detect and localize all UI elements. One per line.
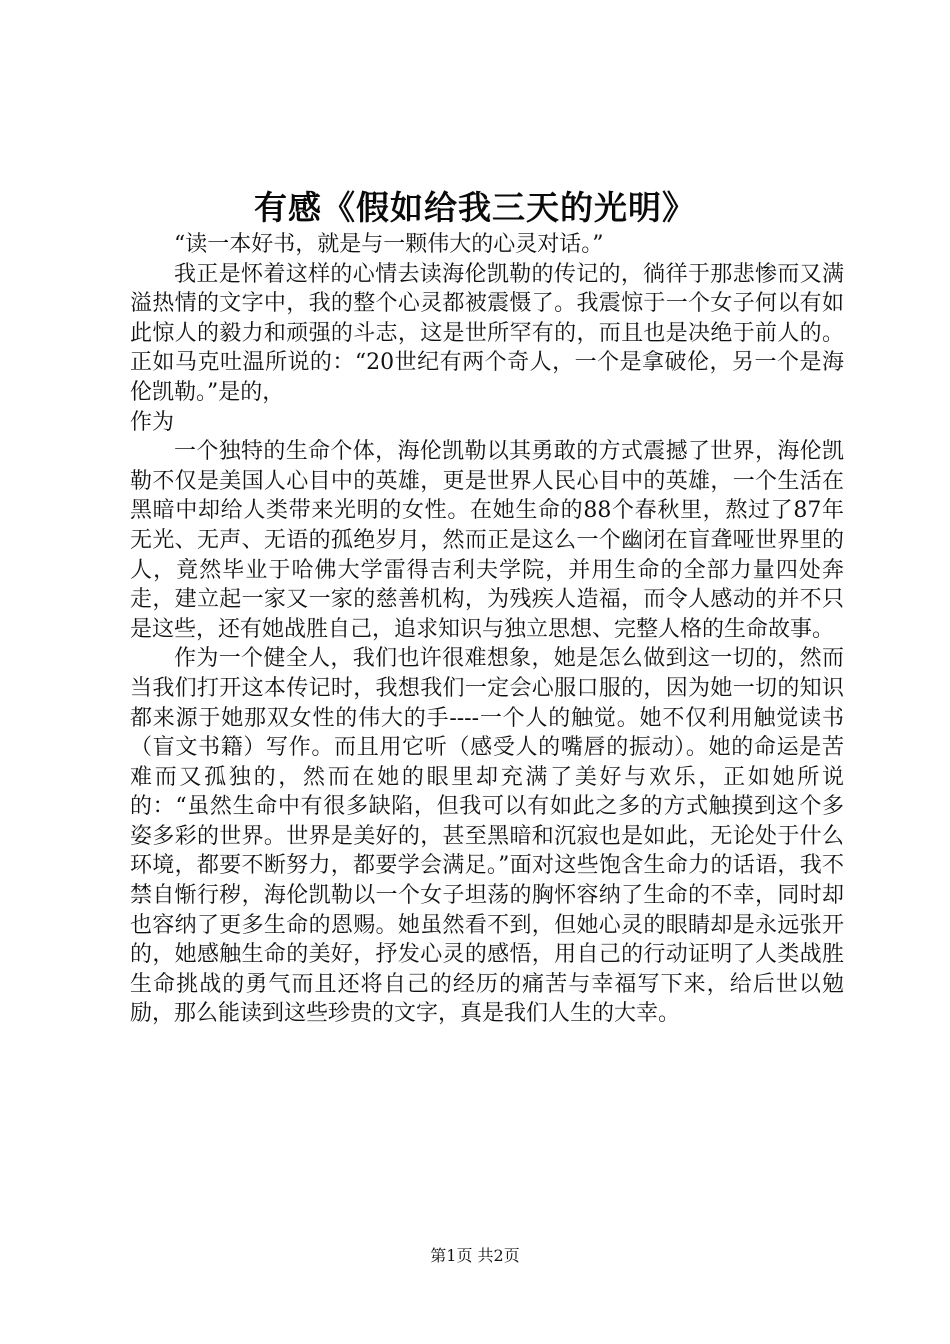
paragraph-reflection: 作为一个健全人，我们也许很难想象，她是怎么做到这一切的，然而当我们打开这本传记时，我想我们一定会心服口服的，因为她一切的知识都来源于她那双女性的伟大的手----一个人的触觉。她不仅利用触觉读书（盲文书籍）写作。而且用它听（感受人的嘴唇的振动）。她的命运是苦难而又孤独的，然而在她的眼里却充满了美好与欢乐，正如她所说的：“虽然生命中有很多缺陷，但我可以有如此之多的方式触摸到这个多姿多彩的世界。世界是美好的，甚至黑暗和沉寂也是如此，无论处于什么环境，都要不断努力，都要学会满足。”面对这些饱含生命力的话语，我不禁自惭行秽，海伦凯勒以一个女子坦荡的胸怀容纳了生命的不幸，同时却也容纳了更多生命的恩赐。她虽然看不到，但她心灵的眼睛却是永远张开的，她感触生命的美好，抒发心灵的感悟，用自己的行动证明了人类战胜生命挑战的勇气而且还将自己的经历的痛苦与幸福写下来，给后世以勉励，那么能读到这些珍贵的文字，真是我们人生的大幸。 <box>130 646 844 1027</box>
page-number: 第1页 共2页 <box>430 1246 520 1265</box>
paragraph-intro: 我正是怀着这样的心情去读海伦凯勒的传记的，徜徉于那悲惨而又满溢热情的文字中，我的整个心灵都被震慑了。我震惊于一个女子何以有如此惊人的毅力和顽强的斗志，这是世所罕有的，而且也是决绝于前人的。正如马克吐温所说的：“20世纪有两个奇人，一个是拿破伦，另一个是海伦凯勒。”是的， <box>130 261 844 405</box>
document-title: 有感《假如给我三天的光明》 <box>254 188 696 227</box>
paragraph-fragment: 作为 <box>130 409 175 435</box>
paragraph-quote: “读一本好书，就是与一颗伟大的心灵对话。” <box>174 232 604 257</box>
paragraph-life: 一个独特的生命个体，海伦凯勒以其勇敢的方式震撼了世界，海伦凯勒不仅是美国人心目中的英雄，更是世界人民心目中的英雄，一个生活在黑暗中却给人类带来光明的女性。在她生命的88个春秋里，熬过了87年无光、无声、无语的孤绝岁月，然而正是这么一个幽闭在盲聋哑世界里的人，竟然毕业于哈佛大学雷得吉利夫学院，并用生命的全部力量四处奔走，建立起一家又一家的慈善机构，为残疾人造福，而令人感动的并不只是这些，还有她战胜自己，追求知识与独立思想、完整人格的生命故事。 <box>130 439 844 642</box>
document-body <box>130 230 844 1029</box>
